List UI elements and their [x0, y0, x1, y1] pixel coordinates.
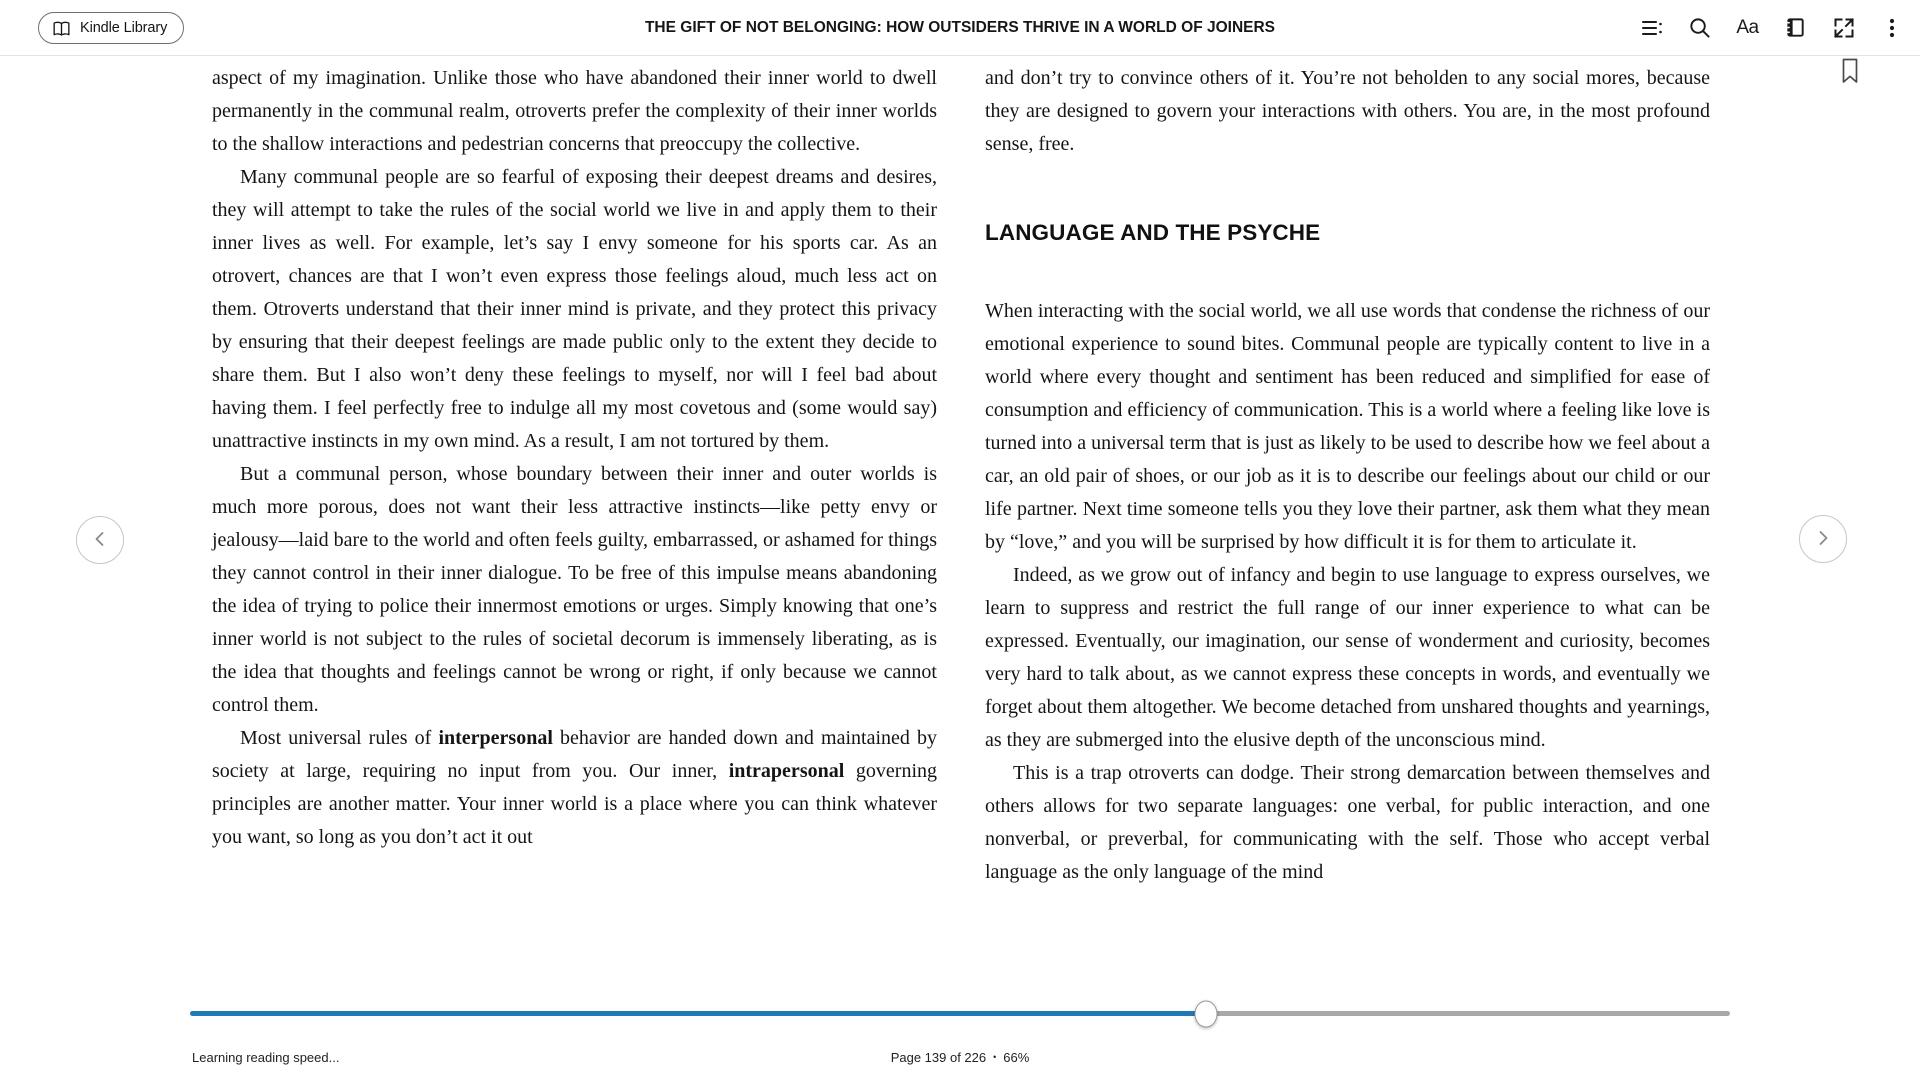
- search-icon[interactable]: [1687, 15, 1712, 40]
- text-column-right: [985, 62, 1710, 889]
- book-title: THE GIFT OF NOT BELONGING: HOW OUTSIDERS THRIVE IN A WORLD OF JOINERS: [644, 19, 1276, 36]
- paragraph: Most universal rules of interpersonal behavior are handed down and maintained by society at large, requiring no input from you. Our inner, intrapersonal governing principles are another matter. Your inner world is a place where you can think whatever you want, so long as you don’t act it out: [212, 727, 938, 848]
- notebook-icon[interactable]: [1783, 15, 1808, 40]
- progress-slider[interactable]: [190, 1011, 1730, 1016]
- paragraph: aspect of my imagination. Unlike those who have abandoned their inner world to dwell permanently in the communal realm, otroverts prefer the complexity of their inner worlds to the shallow interactions and pedestrian concerns that preoccupy the collective.: [212, 67, 937, 155]
- font-settings-icon[interactable]: [1735, 15, 1760, 40]
- more-menu-icon[interactable]: [1879, 15, 1904, 40]
- text-column-left: [212, 62, 937, 889]
- paragraph: When interacting with the social world, we all use words that condense the richness of our emotional experience to sound bites. Communal people are typically content to live in a world where every thought and sentiment has been reduced and simplified for ease of consumption and efficiency of communication. This is a world where a feeling like love is turned into a universal term that is just as likely to be used to describe how we feel about a car, an old pair of shoes, or our job as it is to describe our feelings about our child or our life partner. Next time someone tells you they love their partner, ask them what they mean by “love,” and you will be surprised by how difficult it is for them to articulate it.: [985, 300, 1710, 553]
- paragraph: Many communal people are so fearful of exposing their deepest dreams and desires, they will attempt to take the rules of the social world we live in and apply them to their inner lives as well. For example, let’s say I envy someone for his sports car. As an otrovert, chances are that I won’t even express those feelings aloud, much less act on them. Otroverts understand that their inner mind is private, and they protect this privacy by ensuring that their deepest feelings are made public only to the extent they decide to share them. But I also won’t deny these feelings to myself, nor will I feel bad about having them. I feel perfectly free to indulge all my most covetous and (some would say) unattractive instincts in my own mind. As a result, I am not tortured by them.: [212, 166, 937, 452]
- fullscreen-icon[interactable]: [1831, 15, 1856, 40]
- page-number-label: Page 139 of 226: [890, 1050, 987, 1065]
- table-of-contents-icon[interactable]: [1639, 15, 1664, 40]
- page-info: [0, 1050, 1920, 1065]
- font-settings-label: Aa: [1736, 17, 1759, 38]
- reading-speed-status: Learning reading speed...: [192, 1050, 340, 1065]
- bookmark-icon[interactable]: [1841, 58, 1859, 84]
- kindle-library-button[interactable]: [38, 12, 184, 44]
- reading-area: [212, 62, 1710, 889]
- chevron-right-icon: [1814, 529, 1832, 550]
- kindle-library-label: Kindle Library: [80, 20, 168, 36]
- chevron-left-icon: [91, 530, 109, 551]
- progress-fill: [190, 1011, 1206, 1016]
- top-bar-icons: [1639, 0, 1904, 55]
- section-heading: LANGUAGE AND THE PSYCHE: [985, 220, 1321, 245]
- top-bar: [0, 0, 1920, 56]
- open-book-icon: [52, 20, 71, 37]
- paragraph: Indeed, as we grow out of infancy and begin to use language to express ourselves, we learn to suppress and restrict the full range of our inner experience to what can be expressed. Eventually, our imagination, our sense of wonderment and curiosity, becomes very hard to talk about, as we cannot express these concepts in words, and eventually we forget about them altogether. We become detached from unshared thoughts and yearnings, as they are submerged into the elusive depth of the unconscious mind.: [985, 564, 1710, 751]
- paragraph: This is a trap otroverts can dodge. Their strong demarcation between themselves and others allows for two separate languages: one verbal, for public interaction, and one nonverbal, or preverbal, for communicating with the self. Those who accept verbal language as the only language of the mind: [985, 762, 1710, 883]
- bullet-separator: •: [993, 1052, 997, 1062]
- progress-handle[interactable]: [1195, 1000, 1218, 1027]
- previous-page-button[interactable]: [76, 516, 124, 564]
- percent-read-label: 66%: [1003, 1050, 1030, 1065]
- paragraph: But a communal person, whose boundary between their inner and outer worlds is much more porous, does not want their less attractive instincts—like petty envy or jealousy—laid bare to the world and often feels guilty, embarrassed, or ashamed for things they cannot control in their inner dialogue. To be free of this impulse means abandoning the idea of trying to police their innermost emotions or urges. Simply knowing that one’s inner world is not subject to the rules of societal decorum is immensely liberating, as is the idea that thoughts and feelings cannot be wrong or right, if only because we cannot control them.: [212, 463, 937, 716]
- next-page-button[interactable]: [1799, 515, 1847, 563]
- paragraph: and don’t try to convince others of it. You’re not beholden to any social mores, because they are designed to govern your interactions with others. You are, in the most profound sense, free.: [985, 67, 1710, 155]
